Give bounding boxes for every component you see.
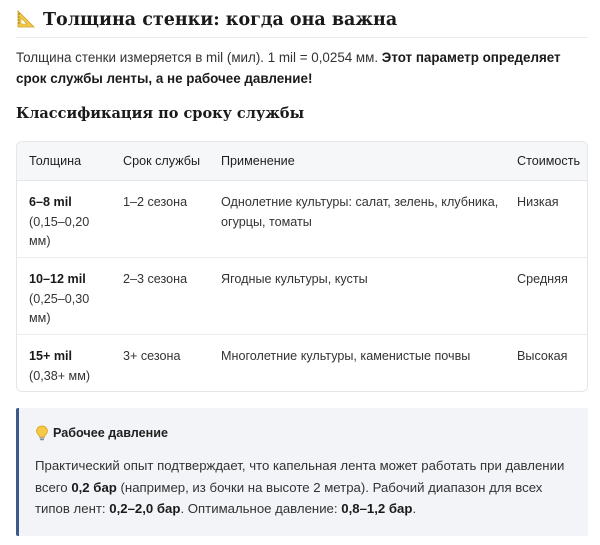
page-title [16, 6, 588, 38]
cell-cost: Высокая [517, 349, 568, 363]
section-title: Классификация по сроку службы [16, 105, 305, 122]
table-row [17, 258, 587, 335]
callout-text-part: Практический опыт подтверждает, что капельная лента может работать при давлении всего [35, 458, 565, 495]
table-row [17, 335, 587, 392]
intro-text: Толщина стенки измеряется в mil (мил). 1 mil = 0,0254 мм. [16, 50, 382, 65]
callout-bold-min-pressure: 0,2 бар [71, 479, 117, 495]
thickness-value: 6–8 mil [29, 195, 72, 209]
cell-use: Ягодные культуры, кусты [221, 272, 368, 286]
header-use: Применение [221, 154, 295, 168]
callout-bold-range: 0,2–2,0 бар [109, 501, 181, 516]
intro-paragraph [16, 47, 588, 89]
header-thickness: Толщина [29, 154, 82, 168]
page-title-text: Толщина стенки: когда она важна [43, 9, 398, 30]
cell-thickness [29, 347, 109, 386]
callout-bold-optimal: 0,8–1,2 бар [341, 501, 413, 516]
table-row [17, 181, 587, 258]
cell-life: 3+ сезона [123, 349, 181, 363]
light-bulb-icon [35, 425, 49, 441]
thickness-value: 10–12 mil [29, 272, 86, 286]
cell-life: 2–3 сезона [123, 272, 188, 286]
callout-text-part: (например, из бочки на высоте 2 метра). Рабочий диапазон для всех типов лент: [35, 479, 543, 516]
callout-text-part: . Оптимальное давление: [180, 501, 342, 516]
header-life: Срок службы [123, 154, 201, 168]
triangular-ruler-icon [16, 9, 36, 29]
callout-text [35, 455, 577, 520]
callout-title-text: Рабочее давление [53, 426, 168, 440]
cell-use: Многолетние культуры, каменистые почвы [221, 349, 471, 363]
intro-bold-text: Этот параметр определяет срок службы ленты, а не рабочее давление! [16, 50, 561, 86]
pressure-callout [16, 408, 588, 536]
cell-thickness [29, 270, 109, 329]
callout-text-part: . [412, 501, 417, 516]
header-cost: Стоимость [517, 154, 581, 168]
classification-table [16, 141, 588, 392]
cell-thickness [29, 193, 109, 252]
thickness-mm: (0,38+ мм) [29, 368, 91, 383]
cell-cost: Низкая [517, 195, 559, 209]
thickness-mm: (0,15–0,20 мм) [29, 214, 90, 248]
cell-life: 1–2 сезона [123, 195, 188, 209]
callout-title [35, 425, 168, 441]
thickness-value: 15+ mil [29, 349, 73, 363]
table-header [17, 142, 587, 181]
cell-cost: Средняя [517, 272, 568, 286]
thickness-mm: (0,25–0,30 мм) [29, 291, 90, 325]
cell-use: Однолетние культуры: салат, зелень, клубника, огурцы, томаты [221, 195, 499, 229]
